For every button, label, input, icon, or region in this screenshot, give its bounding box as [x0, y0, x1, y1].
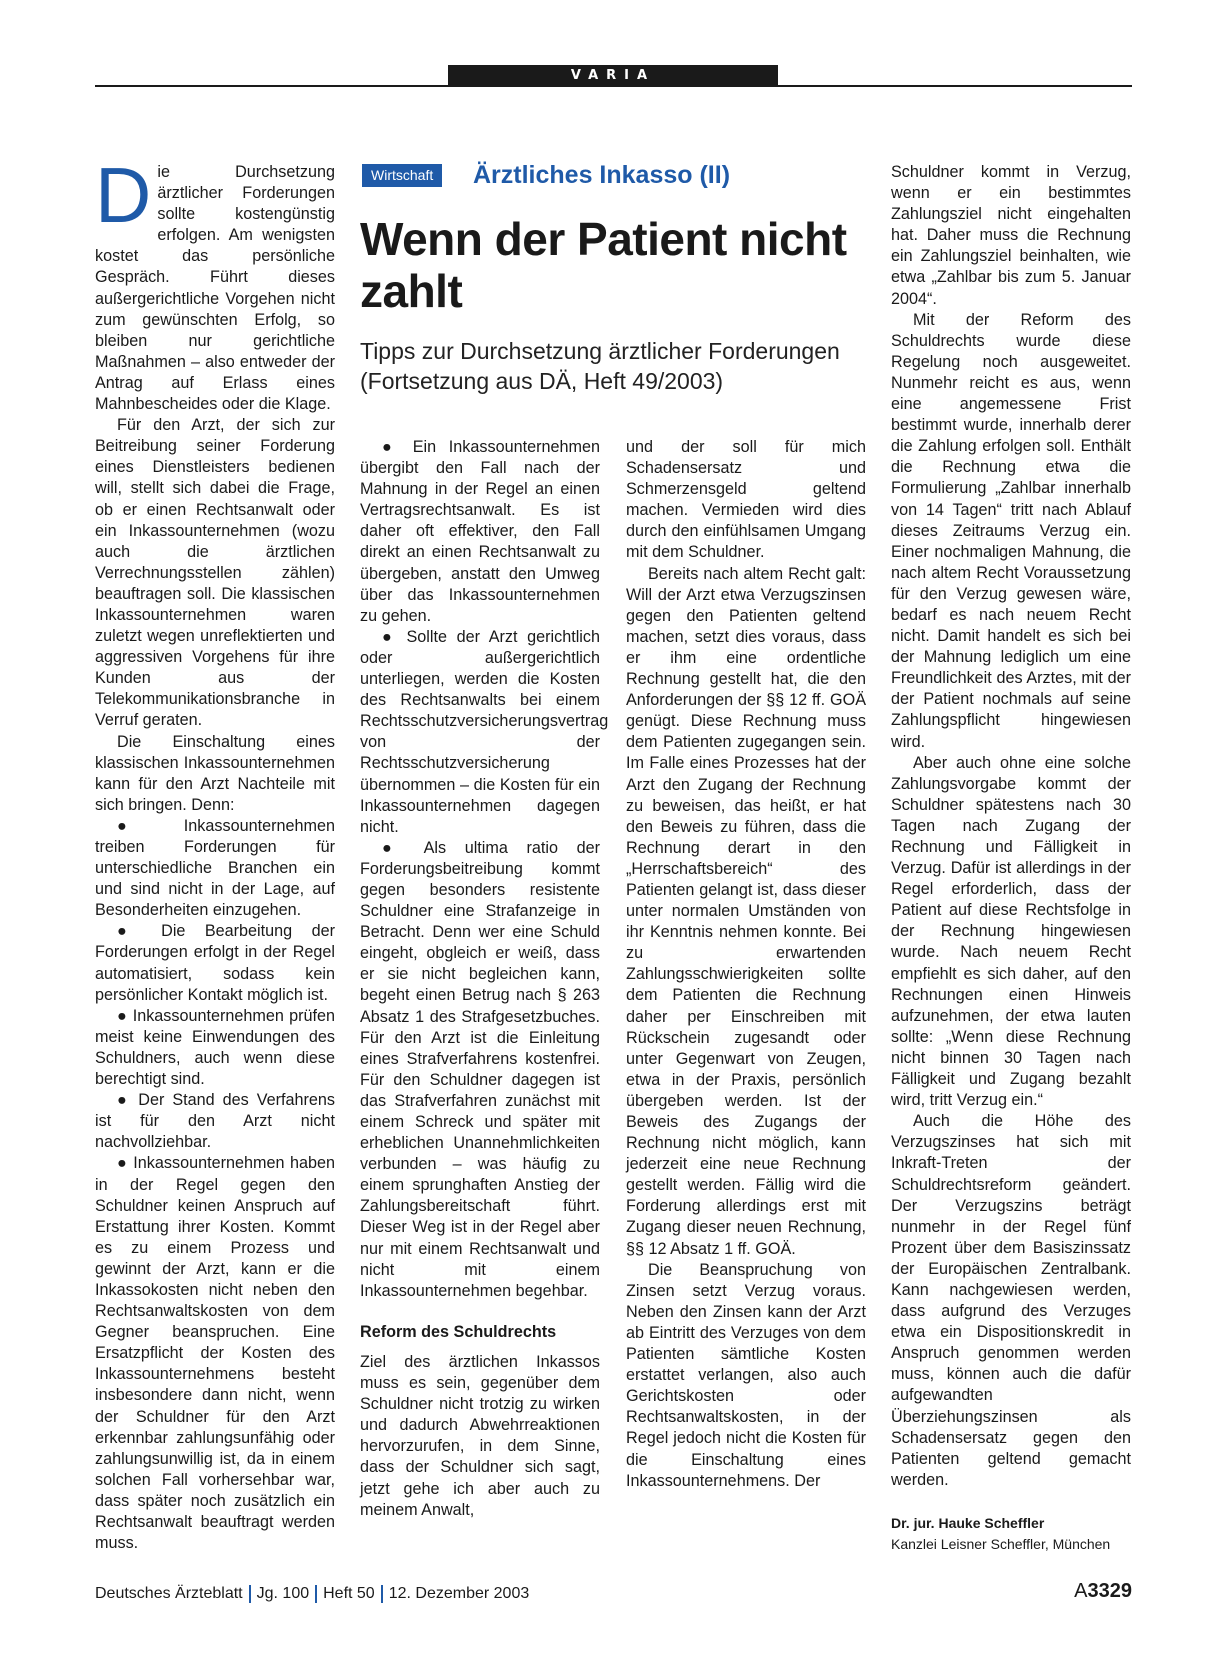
lead-paragraph: Die Durchsetzung ärztlicher Forderungen sollte kostengünstig erfolgen. Am wenigsten kostet das persönliche Gespräch. Führt dieses außergerichtliche Vorgehen nicht zum gewünschten Erfolg, so bleiben nur gerichtliche Maßnahmen – also entweder der Antrag auf Erlass eines Mahnbescheides oder die Klage. — [95, 151, 335, 414]
volume: Jg. 100 — [256, 1585, 310, 1602]
issue-date: 12. Dezember 2003 — [388, 1585, 530, 1602]
body-paragraph: Auch die Höhe des Verzugszinses hat sich mit Inkraft-Treten der Schuldrechtsreform geändert. Der Verzugszins beträgt nunmehr in der Regel fünf Prozent über dem Basiszinssatz der Europäischen Zentralbank. Kann nachgewiesen werden, dass aufgrund des Verzuges etwa ein Dispositionskredit in Anspruch genommen werden muss, können auch die dafür aufgewandten Überziehungszinsen als Schadensersatz gegen den Patienten geltend gemacht werden. — [891, 1112, 1131, 1489]
bullet-paragraph: ● Ein Inkassounternehmen übergibt den Fall nach der Mahnung in der Regel an einen Vertragsrechtsanwalt. Es ist daher oft effektiver, den Fall direkt an einen Rechtsanwalt zu übergeben, anstatt den Umweg über das Inkassounternehmen zu gehen. — [360, 438, 600, 625]
section-heading: Reform des Schuldrechts — [360, 1322, 557, 1341]
column-2 — [360, 437, 609, 1521]
body-paragraph: Bereits nach altem Recht galt: Will der Arzt etwa Verzugszinsen gegen den Patienten geltend machen, setzt dies voraus, dass er ihm eine ordentliche Rechnung gestellt hat, die den Anforderungen der §§ 12 ff. GOÄ genügt. Diese Rechnung muss dem Patienten zugegangen sein. Im Falle eines Prozesses hat der Arzt den Zugang der Rechnung zu beweisen, das heißt, er hat den Beweis zu führen, dass die Rechnung derart in den „Herrschaftsbereich“ des Patienten gelangt ist, dass dieser unter normalen Umständen von ihr Kenntnis nehmen konnte. Bei zu erwartenden Zahlungsschwierigkeiten sollte dem Patienten die Rechnung daher per Einschreiben mit Rückschein zugesandt oder unter Gegenwart von Zeugen, etwa in der Praxis, persönlich übergeben werden. Ist der Beweis des Zugangs der Rechnung nicht möglich, kann jederzeit eine neue Rechnung gestellt werden. Fällig wird die Forderung allerdings erst mit Zugang dieser neuen Rechnung, §§ 12 Absatz 1 ff. GOÄ. — [626, 564, 866, 1258]
body-paragraph: Die Einschaltung eines klassischen Inkassounternehmen kann für den Arzt Nachteile mit sich bringen. Denn: — [95, 732, 335, 814]
category-badge: Wirtschaft — [362, 164, 442, 187]
bullet-paragraph: ● Inkassounternehmen prüfen meist keine Einwendungen des Schuldners, auch wenn diese berechtigt sind. — [95, 1006, 335, 1089]
bullet-paragraph: ● Als ultima ratio der Forderungsbeitreibung kommt gegen besonders resistente Schuldner eine Strafanzeige in Betracht. Denn wer eine Schuld eingeht, obgleich er weiß, dass er sie nicht begleichen kann, begeht einen Betrug nach § 263 Absatz 1 des Strafgesetzbuches. Für den Arzt ist die Einleitung eines Strafverfahrens kostenfrei. Für den Schuldner dagegen ist das Strafverfahren zunächst mit einem Schreck und später mit erheblichen Unannehmlichkeiten verbunden – was häufig zu einem sprunghaften Anstieg der Zahlungsbereitschaft führt. Dieser Weg ist in der Regel aber nur mit einem Rechtsanwalt und nicht mit einem Inkassounternehmen begehbar. — [360, 838, 600, 1300]
author-affiliation: Kanzlei Leisner Scheffler, München — [891, 1536, 1111, 1552]
footer-separator — [315, 1585, 317, 1603]
bullet-paragraph: ● Sollte der Arzt gerichtlich oder außergerichtlich unterliegen, werden die Kosten des Rechtsanwalts bei einem Rechtsschutzversicherungsvertrag von der Rechtsschutzversicherung übernommen – die Kosten für ein Inkassounternehmen dagegen nicht. — [360, 627, 609, 836]
article-headline: Wenn der Patient nicht zahlt — [360, 213, 847, 317]
footer-separator — [381, 1585, 383, 1603]
footer-separator — [249, 1585, 251, 1603]
column-3 — [626, 437, 866, 1492]
page-number: A3329 — [1074, 1580, 1132, 1602]
bullet-paragraph: ● Die Bearbeitung der Forderungen erfolgt in der Regel automatisiert, sodass kein persönlicher Kontakt möglich ist. — [95, 922, 335, 1004]
article-kicker: Ärztliches Inkasso (II) — [473, 161, 731, 189]
section-banner: VARIA — [448, 65, 778, 87]
page-footer — [95, 1585, 529, 1603]
body-paragraph: Ziel des ärztlichen Inkassos muss es sein, gegenüber dem Schuldner nicht trotzig zu wirken und dadurch Abwehrreaktionen hervorzurufen, in dem Sinne, dass der Schuldner sich sagt, jetzt gehe ich aber auch zu meinem Anwalt, — [360, 1352, 600, 1519]
drop-cap: D — [95, 151, 152, 239]
bullet-paragraph: ● Inkassounternehmen treiben Forderungen für unterschiedliche Branchen ein und sind nicht in der Lage, auf Besonderheiten einzugehen. — [95, 816, 335, 920]
issue: Heft 50 — [323, 1585, 375, 1602]
column-4 — [891, 162, 1131, 1555]
article-subtitle: Tipps zur Durchsetzung ärztlicher Forderungen (Fortsetzung aus DÄ, Heft 49/2003) — [360, 338, 840, 394]
journal-name: Deutsches Ärzteblatt — [95, 1585, 243, 1602]
body-paragraph: Schuldner kommt in Verzug, wenn er ein bestimmtes Zahlungsziel nicht eingehalten hat. Daher muss die Rechnung ein Zahlungsziel beinhalten, wie etwa „Zahlbar bis zum 5. Januar 2004“. — [891, 163, 1131, 308]
body-paragraph: Die Beanspruchung von Zinsen setzt Verzug voraus. Neben den Zinsen kann der Arzt ab Eintritt des Verzuges von dem Patienten sämtliche Kosten erstattet verlangen, also auch Gerichtskosten oder Rechtsanwaltskosten, in der Regel jedoch nicht die Kosten für die Einschaltung eines Inkassounternehmens. Der — [626, 1260, 866, 1490]
body-paragraph: Mit der Reform des Schuldrechts wurde diese Regelung noch ausgeweitet. Nunmehr reicht es aus, wenn eine angemessene Frist bestimmt wurde, innerhalb derer die Zahlung erfolgen soll. Enthält die Rechnung etwa die Formulierung „Zahlbar innerhalb von 14 Tagen“ tritt nach Ablauf dieses Zeitraums Verzug ein. Einer nochmaligen Mahnung, die nach altem Recht Voraussetzung für den Verzug gewesen wäre, bedarf es nach neuem Recht nicht. Damit handelt es sich bei der Mahnung lediglich um eine Freundlichkeit des Arztes, mit der der Patient nochmals auf seine Zahlungspflicht hingewiesen wird. — [891, 310, 1131, 751]
body-paragraph: Für den Arzt, der sich zur Beitreibung seiner Forderung eines Dienstleisters bedienen will, stellt sich dabei die Frage, ob er einen Rechtsanwalt oder ein Inkassounternehmen (wozu auch die ärztlichen Verrechnungsstellen zählen) beauftragen soll. Die klassischen Inkassounternehmen waren zuletzt wegen unreflektierten und aggressiven Vorgehens für ihre Kunden aus der Telekommunikationsbranche in Verruf geraten. — [95, 416, 335, 730]
author-name: Dr. jur. Hauke Scheffler — [891, 1514, 1045, 1531]
bullet-paragraph: ● Der Stand des Verfahrens ist für den Arzt nicht nachvollziehbar. — [95, 1091, 335, 1152]
body-paragraph: und der soll für mich Schadensersatz und Schmerzensgeld geltend machen. Vermieden wird dies durch den einfühlsamen Umgang mit dem Schuldner. — [626, 438, 866, 562]
bullet-paragraph: ● Inkassounternehmen haben in der Regel gegen den Schuldner keinen Anspruch auf Erstattung ihrer Kosten. Kommt es zu einem Prozess und gewinnt der Arzt, kann er die Inkassokosten nicht neben den Rechtsanwaltskosten von dem Gegner beanspruchen. Eine Ersatzpflicht der Kosten des Inkassounternehmens besteht insbesondere dann nicht, wenn der Schuldner für den Arzt erkennbar zahlungsunfähig oder zahlungsunwillig ist, da in einem solchen Fall vorhersehbar war, dass später noch zusätzlich ein Rechtsanwalt beauftragt werden muss. — [95, 1154, 335, 1553]
body-paragraph: Aber auch ohne eine solche Zahlungsvorgabe kommt der Schuldner spätestens nach 30 Tagen nach Zugang der Rechnung und Fälligkeit in Verzug. Dafür ist allerdings in der Regel erforderlich, dass der Patient auf diese Rechtsfolge in der Rechnung hingewiesen wurde. Nach neuem Recht empfiehlt es sich daher, auf den Rechnungen einen Hinweis aufzunehmen, der etwa lauten sollte: „Wenn diese Rechnung nicht binnen 30 Tagen nach Fälligkeit und Zugang bezahlt wird, tritt Verzug ein.“ — [891, 753, 1131, 1110]
column-1 — [95, 151, 335, 1554]
